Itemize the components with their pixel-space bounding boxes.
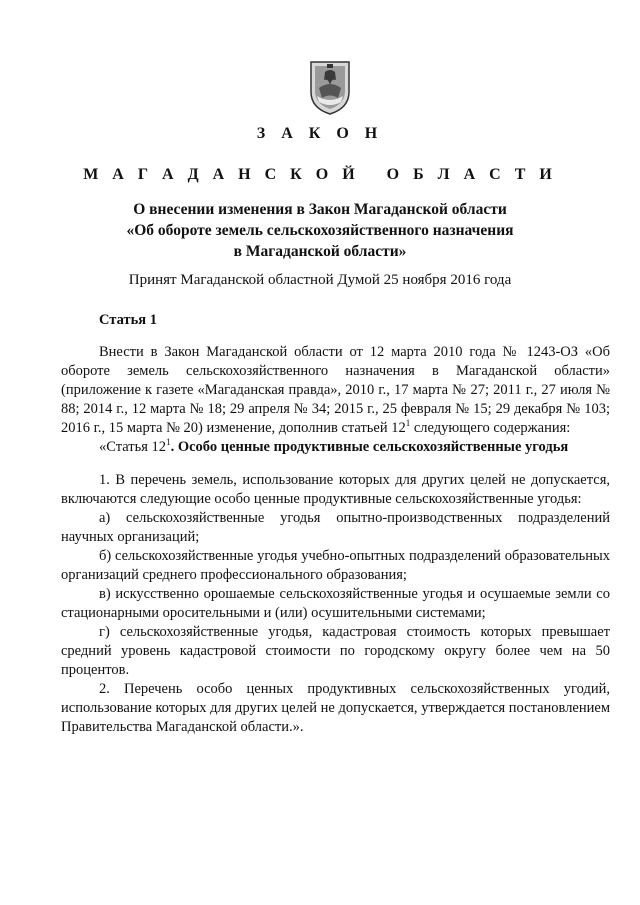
new-article-heading: «Статья $12^1$. Особо ценные продуктивные сельскохозяйственные угодья [99, 437, 569, 455]
clause-paragraph: 2. Перечень особо ценных продуктивных сельскохозяйственных угодий, использование которых для других целей не допускается, утверждается постановлением Правительства Магаданской области.». [61, 681, 610, 735]
adoption-date-line: Принят Магаданской областной Думой 25 ноября 2016 года [128, 272, 512, 288]
article-intro-paragraph: Внести в Закон Магаданской области от 12 марта 2010 года № 1243-ОЗ «Об обороте земель сельскохозяйственного назначения в Магаданской области» (приложение к газете «Магаданская правда», 2010 г., 17 марта № 27; 2011 г., 27 июля № 88; 2014 г., 12 марта № 18; 29 апреля № 34; 2015 г., 25 февраля № 15; 29 декабря № 103; 2016 г., 15 марта № 20) изменение, дополнив статьей $12^1$ следующего содержания: [61, 344, 610, 436]
law-heading [0, 199, 640, 262]
law-heading-line: О внесении изменения в Закон Магаданской области [133, 201, 507, 218]
article-title: Статья 1 [99, 312, 157, 328]
law-heading-line: «Об обороте земель сельскохозяйственного назначения [126, 222, 514, 239]
law-heading-line: в Магаданской области» [233, 243, 407, 260]
clause-paragraph: 1. В перечень земель, использование которых для других целей не допускается, включаются следующие особо ценные продуктивные сельскохозяйственные угодья: [61, 472, 610, 507]
article-body [61, 343, 610, 737]
clause-item: в) искусственно орошаемые сельскохозяйственные угодья и осушаемые земли со стационарными оросительными и (или) осушительными системами; [61, 586, 610, 621]
clause-item: б) сельскохозяйственные угодья учебно-опытных подразделений образовательных организаций среднего профессионального образования; [61, 548, 610, 583]
clause-item: г) сельскохозяйственные угодья, кадастровая стоимость которых превышает средний уровень кадастровой стоимости по городскому округу более чем на 50 процентов. [61, 624, 610, 678]
clause-item: а) сельскохозяйственные угодья опытно-производственных подразделений научных организаций; [61, 510, 610, 545]
magadan-coat-of-arms-icon [305, 58, 355, 116]
document-type-title: З А К О Н [256, 125, 384, 142]
region-title: М А Г А Д А Н С К О Й О Б Л А С Т И [83, 166, 557, 183]
